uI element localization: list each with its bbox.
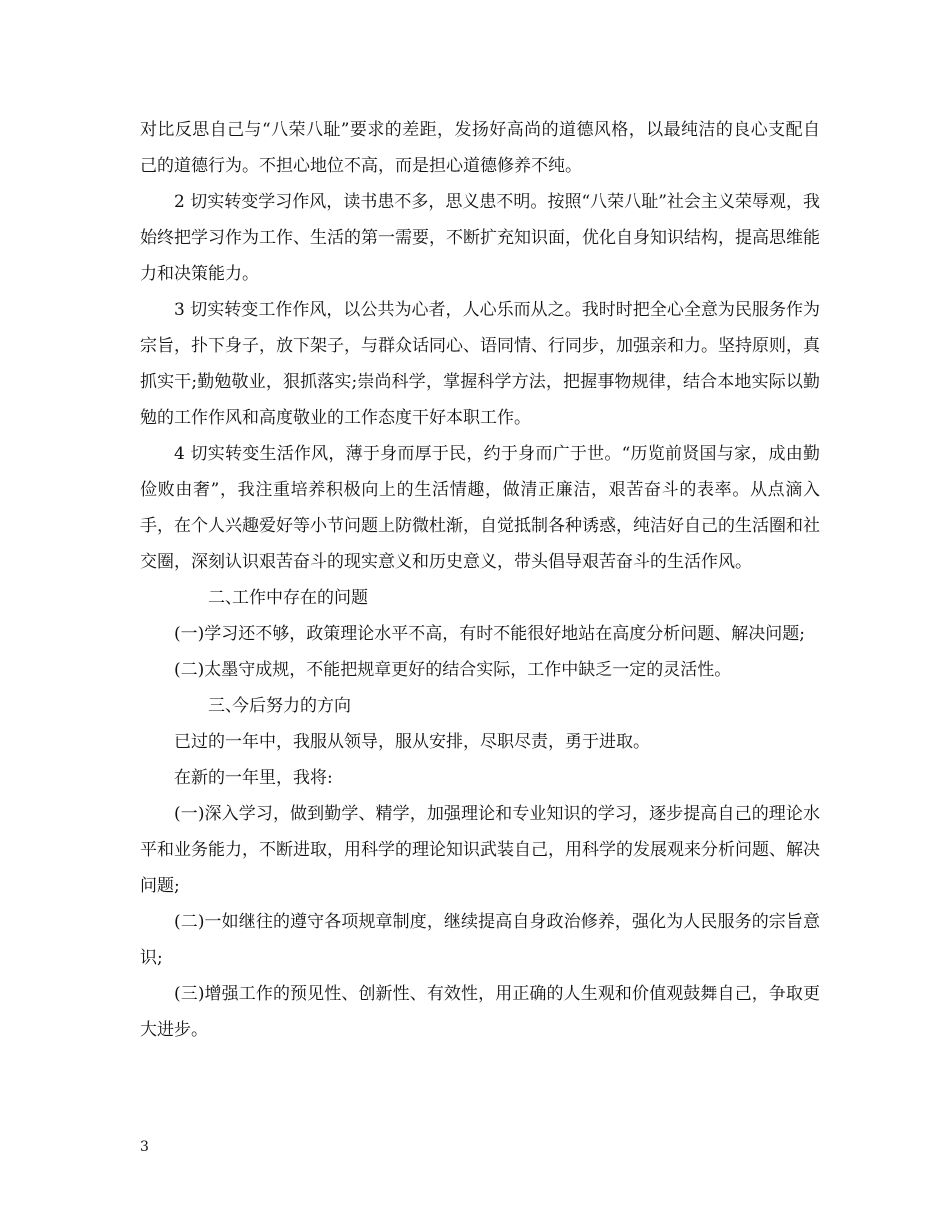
paragraph-11: (一)深入学习，做到勤学、精学，加强理论和专业知识的学习，逐步提高自己的理论水平和业务能力，不断进取，用科学的理论知识武装自己，用科学的发展观来分析问题、解决问题; [140, 804, 820, 896]
section-number: 三、 [208, 696, 242, 716]
paragraph-13: (三)增强工作的预见性、创新性、有效性，用正确的人生观和价值观鼓舞自己，争取更大进步。 [140, 984, 820, 1040]
paragraph-7: (二)太墨守成规，不能把规章更好的结合实际，工作中缺乏一定的灵活性。 [174, 660, 732, 680]
section-number: 二、 [208, 588, 242, 608]
section-title: 工作中存在的问题 [232, 588, 368, 608]
paragraph-1: 对比反思自己与“八荣八耻”要求的差距，发扬好高尚的道德风格，以最纯洁的良心支配自己的道德行为。不担心地位不高，而是担心道德修养不纯。 [140, 120, 820, 176]
paragraph-12: (二)一如继往的遵守各项规章制度，继续提高自身政治修养，强化为人民服务的宗旨意识; [140, 912, 820, 968]
paragraph-6: (一)学习还不够，政策理论水平不高，有时不能很好地站在高度分析问题、解决问题; [174, 624, 805, 644]
section-title: 今后努力的方向 [232, 696, 351, 716]
section-heading-direction [140, 688, 820, 724]
paragraph-3: 3 切实转变工作作风，以公共为心者，人心乐而从之。我时时把全心全意为民服务作为宗旨，扑下身子，放下架子，与群众话同心、语同情、行同步，加强亲和力。坚持原则，真抓实干;勤勉敬业，狠抓落实;崇尚科学，掌握科学方法，把握事物规律，结合本地实际以勤勉的工作作风和高度敬业的工作态度干好本职工作。 [140, 300, 820, 428]
section-heading-problems [140, 580, 820, 616]
paragraph-10: 在新的一年里，我将: [174, 768, 333, 788]
paragraph-9: 已过的一年中，我服从领导，服从安排，尽职尽责，勇于进取。 [174, 732, 650, 752]
paragraph-2: 2 切实转变学习作风，读书患不多，思义患不明。按照“八荣八耻”社会主义荣辱观，我始终把学习作为工作、生活的第一需要，不断扩充知识面，优化自身知识结构，提高思维能力和决策能力。 [140, 192, 820, 284]
paragraph-4: 4 切实转变生活作风，薄于身而厚于民，约于身而广于世。“历览前贤国与家，成由勤俭败由奢”，我注重培养积极向上的生活情趣，做清正廉洁，艰苦奋斗的表率。从点滴入手，在个人兴趣爱好等小节问题上防微杜渐，自觉抵制各种诱惑，纯洁好自己的生活圈和社交圈，深刻认识艰苦奋斗的现实意义和历史意义，带头倡导艰苦奋斗的生活作风。 [140, 444, 820, 572]
page-number: 3 [140, 1139, 149, 1155]
page-body [140, 112, 820, 1048]
